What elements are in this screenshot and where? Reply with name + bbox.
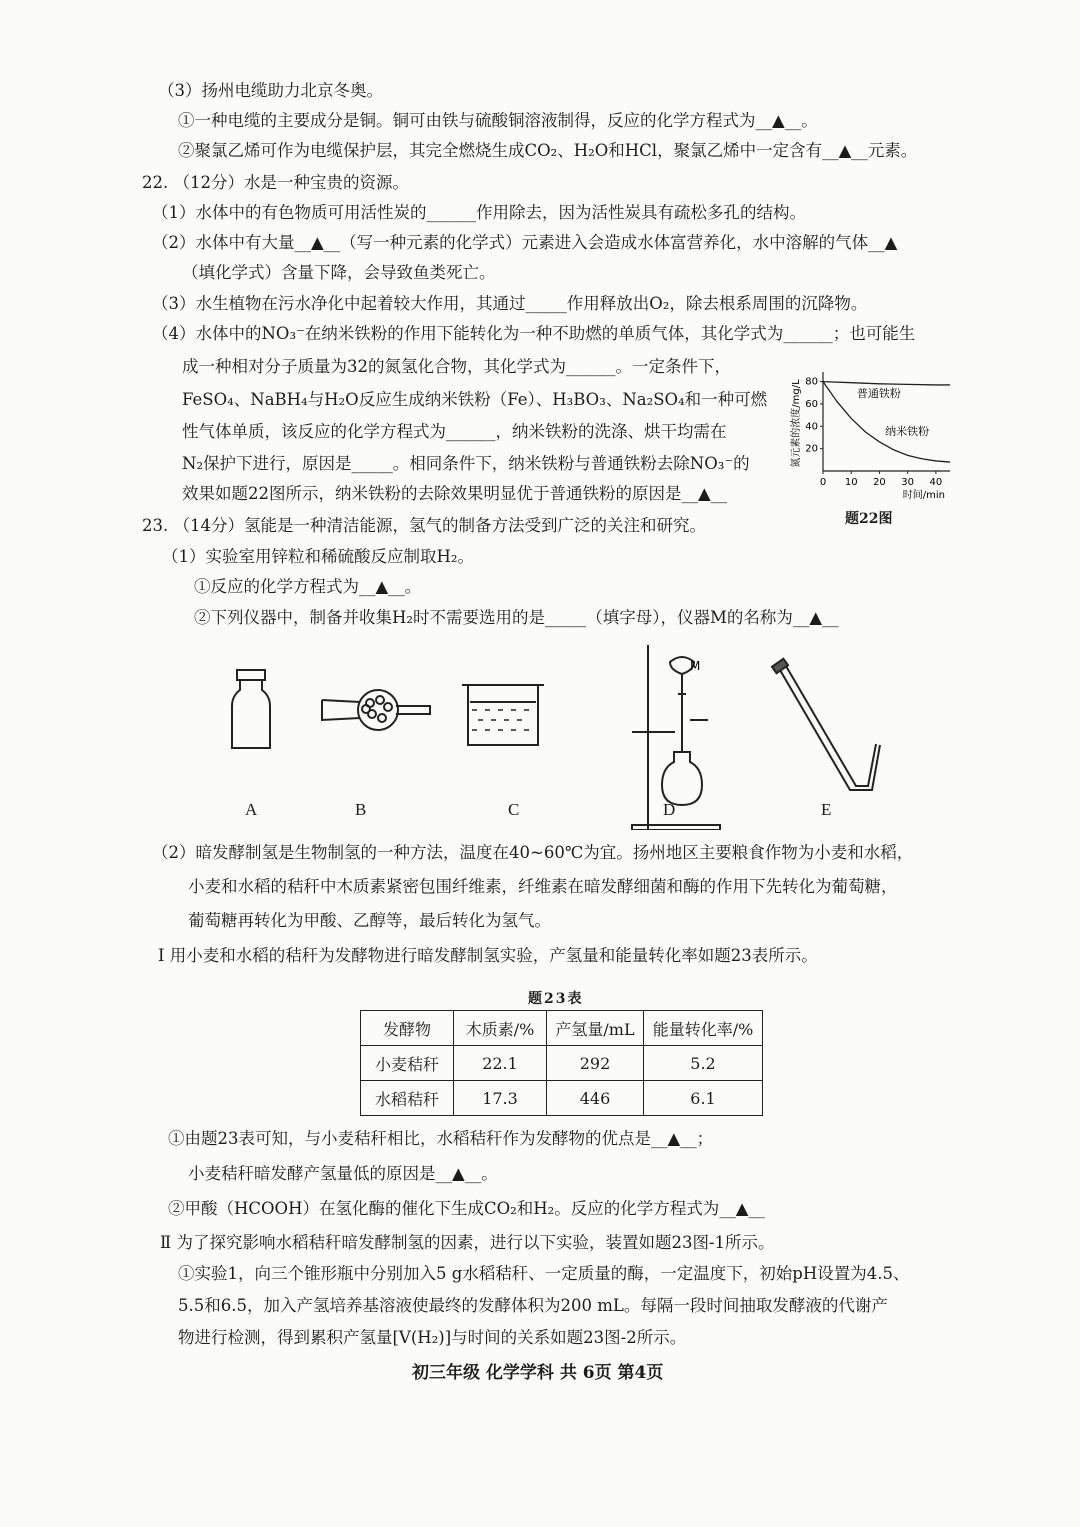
- q21-part3: （3）扬州电缆助力北京冬奥。: [158, 81, 383, 100]
- label-c: C: [508, 800, 520, 819]
- table-23: [360, 1010, 763, 1116]
- table-cell: 292: [547, 1046, 644, 1081]
- q22-part2-a: （2）水体中有大量__▲__（写一种元素的化学式）元素进入会造成水体富营养化，水中溶解的气体__▲: [152, 233, 898, 252]
- series-line-1: [823, 382, 950, 385]
- q22-part2-b: （填化学式）含量下降，会导致鱼类死亡。: [182, 263, 496, 282]
- y-tick-label: 60: [805, 398, 818, 410]
- q23-part2-c: 葡萄糖再转化为甲酸、乙醇等，最后转化为氢气。: [188, 911, 551, 930]
- q23-part1: （1）实验室用锌粒和稀硫酸反应制取H₂。: [162, 547, 475, 566]
- q23-I-item1-a: ①由题23表可知，与小麦秸秆相比，水稻秸秆作为发酵物的优点是__▲__；: [168, 1129, 714, 1148]
- apparatus-e-delivery-tube: [772, 659, 880, 790]
- table-header: 发酵物: [361, 1011, 454, 1046]
- x-tick-label: 40: [929, 477, 943, 488]
- q22-part1: （1）水体中的有色物质可用活性炭的______作用除去，因为活性炭具有疏松多孔的结构。: [152, 203, 806, 222]
- q22-header: 22. （12分）水是一种宝贵的资源。: [142, 173, 409, 192]
- x-tick-label: 10: [844, 477, 858, 488]
- table-header: 能量转化率/%: [644, 1011, 763, 1046]
- x-tick-label: 30: [901, 477, 915, 488]
- x-axis-label: 时间/min: [902, 490, 945, 501]
- apparatus-m-label: M: [690, 659, 701, 673]
- series-label-1: 普通铁粉: [856, 387, 901, 401]
- q22-part4-e: N₂保护下进行，原因是_____。相同条件下，纳米铁粉与普通铁粉去除NO₃⁻的: [182, 454, 750, 473]
- table-cell: 5.2: [644, 1046, 763, 1081]
- q23-part1-item2: ②下列仪器中，制备并收集H₂时不需要选用的是_____（填字母），仪器M的名称为__▲__: [194, 608, 839, 627]
- table-header: 木质素/%: [454, 1011, 547, 1046]
- table-row: [361, 1081, 763, 1116]
- table-cell: 小麦秸秆: [361, 1046, 454, 1081]
- q22-part4-c: FeSO₄、NaBH₄与H₂O反应生成纳米铁粉（Fe）、H₃BO₃、Na₂SO₄和一种可燃: [182, 390, 768, 409]
- q23-header: 23. （14分）氢能是一种清洁能源，氢气的制备方法受到广泛的关注和研究。: [142, 516, 706, 535]
- q22-part4-b: 成一种相对分子质量为32的氮氢化合物，其化学式为______。一定条件下，: [182, 357, 731, 376]
- q22-part4-d: 性气体单质，该反应的化学方程式为______，纳米铁粉的洗涤、烘干均需在: [182, 422, 727, 441]
- q22-part4-a: （4）水体中的NO₃⁻在纳米铁粉的作用下能转化为一种不助燃的单质气体，其化学式为______；也可能生: [152, 324, 916, 343]
- apparatus-d-stand-flask: [632, 645, 720, 830]
- y-tick-label: 20: [805, 443, 818, 455]
- q21-part3-item2: ②聚氯乙烯可作为电缆保护层，其完全燃烧生成CO₂、H₂O和HCl，聚氯乙烯中一定含有__▲__元素。: [178, 141, 918, 160]
- q23-part-II: Ⅱ 为了探究影响水稻秸秆暗发酵制氢的因素，进行以下实验，装置如题23图-1所示。: [160, 1233, 775, 1252]
- table-row: [361, 1046, 763, 1081]
- table-cell: 22.1: [454, 1046, 547, 1081]
- apparatus-c-trough: [462, 685, 544, 745]
- table-cell: 6.1: [644, 1081, 763, 1116]
- label-b: B: [355, 800, 367, 819]
- label-a: A: [245, 800, 258, 819]
- table-cell: 17.3: [454, 1081, 547, 1116]
- series-label-2: 纳米铁粉: [885, 425, 930, 439]
- page-footer: 初三年级 化学学科 共 6页 第4页: [412, 1363, 664, 1383]
- q22-part3: （3）水生植物在污水净化中起着较大作用，其通过_____作用释放出O₂，除去根系周围的沉降物。: [152, 294, 868, 313]
- x-tick-label: 20: [873, 477, 886, 488]
- x-tick-label: 0: [819, 477, 827, 488]
- figure-22-chart: [785, 366, 960, 526]
- y-axis-label: 氮元素的浓度/mg/L: [791, 379, 802, 468]
- q23-II-item1-b: 5.5和6.5，加入产氢培养基溶液使最终的发酵体积为200 mL。每隔一段时间抽取发酵液的代谢产: [178, 1296, 888, 1315]
- apparatus-a-gas-jar: [232, 670, 270, 748]
- apparatus-figure: [200, 640, 920, 830]
- q22-part4-f: 效果如题22图所示，纳米铁粉的去除效果明显优于普通铁粉的原因是__▲__: [182, 484, 728, 503]
- q23-part-I: Ⅰ 用小麦和水稻的秸秆为发酵物进行暗发酵制氢实验，产氢量和能量转化率如题23表所示。: [158, 946, 818, 965]
- figure-22-title: 题22图: [845, 511, 893, 527]
- q23-II-item1-a: ①实验1，向三个锥形瓶中分别加入5 g水稻秸秆、一定质量的酶，一定温度下，初始pH设置为4.5、: [178, 1264, 910, 1283]
- y-tick-label: 40: [805, 421, 818, 433]
- table-cell: 446: [547, 1081, 644, 1116]
- q21-part3-item1: ①一种电缆的主要成分是铜。铜可由铁与硫酸铜溶液制得，反应的化学方程式为__▲__。: [178, 111, 818, 130]
- table-header: 产氢量/mL: [547, 1011, 644, 1046]
- q23-II-item1-c: 物进行检测，得到累积产氢量[V(H₂)]与时间的关系如题23图-2所示。: [178, 1328, 687, 1347]
- label-d: D: [663, 800, 676, 819]
- q23-part2-a: （2）暗发酵制氢是生物制氢的一种方法，温度在40~60℃为宜。扬州地区主要粮食作物为小麦和水稻，: [152, 843, 914, 862]
- q23-I-item1-b: 小麦秸秆暗发酵产氢量低的原因是__▲__。: [188, 1164, 498, 1183]
- q23-part2-b: 小麦和水稻的秸秆中木质素紧密包围纤维素，纤维素在暗发酵细菌和酶的作用下先转化为葡萄糖，: [188, 877, 898, 896]
- apparatus-b-drying-tube: [322, 690, 430, 730]
- table-cell: 水稻秸秆: [361, 1081, 454, 1116]
- q23-I-item2: ②甲酸（HCOOH）在氢化酶的催化下生成CO₂和H₂。反应的化学方程式为__▲__: [168, 1199, 765, 1218]
- label-e: E: [821, 800, 832, 819]
- table-23-title: 题23表: [528, 991, 584, 1007]
- y-tick-label: 80: [805, 376, 818, 388]
- q23-part1-item1: ①反应的化学方程式为__▲__。: [194, 577, 422, 596]
